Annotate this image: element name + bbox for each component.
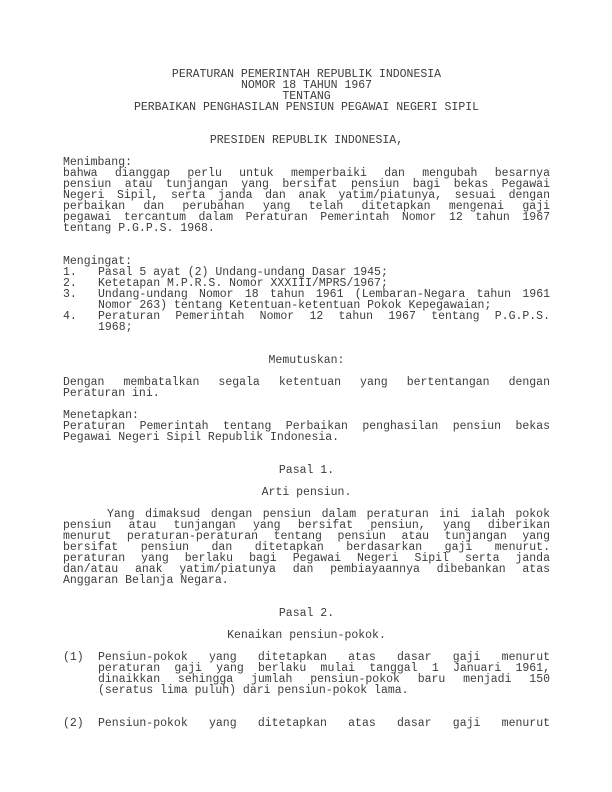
item-number: (1) — [63, 651, 84, 664]
memutuskan-heading: Memutuskan: — [268, 354, 345, 367]
mengingat-item-3 — [63, 289, 550, 311]
item-text: Pensiun-pokok yang ditetapkan atas dasar gaji menurut — [98, 717, 550, 730]
pasal-2-item-1 — [63, 652, 550, 696]
menetapkan-paragraph: Peraturan Pemerintah tentang Perbaikan penghasilan pensiun bekas Pegawai Negeri Sipil Republik Indonesia. — [63, 420, 550, 444]
mengingat-section — [63, 256, 550, 333]
pasal-2-heading: Pasal 2. — [278, 607, 335, 620]
item-number: 4. — [63, 310, 77, 323]
item-text: Pensiun-pokok yang ditetapkan atas dasar gaji menurut peraturan gaji yang berlaku mulai tanggal 1 Januari 1961, dinaikkan sehingga jumlah pensiun-pokok baru menjadi 150 (seratus lima puluh) dari pensiun-pokok lama. — [98, 651, 550, 697]
menimbang-paragraph: bahwa dianggap perlu untuk memperbaiki dan mengubah besarnya pensiun atau tunjangan yang bersifat pensiun bagi bekas Pegawai Negeri Sipil, serta janda dan anak yatim/piatunya, sesuai dengan perbaikan dan perubahan yang telah ditetapkan mengenai gaji pegawai tercantum dalam Peraturan Pemerintah Nomor 12 tahun 1967 tentang P.G.P.S. 1968. — [63, 167, 550, 235]
mengingat-item-4 — [63, 311, 550, 333]
item-number: (2) — [63, 717, 84, 730]
pasal-1-heading: Pasal 1. — [278, 464, 335, 477]
pasal-1-subheading: Arti pensiun. — [261, 486, 352, 499]
revocation-paragraph: Dengan membatalkan segala ketentuan yang bertentangan dengan Peraturan ini. — [63, 376, 550, 400]
menimbang-label: Menimbang: — [63, 156, 133, 169]
mengingat-label: Mengingat: — [63, 255, 133, 268]
pasal-2-item-2 — [63, 718, 550, 729]
menetapkan-label: Menetapkan: — [63, 409, 139, 422]
item-text: Ketetapan M.P.R.S. Nomor XXXIII/MPRS/1967; — [98, 277, 388, 290]
item-number: 3. — [63, 288, 77, 301]
issuer-line: PRESIDEN REPUBLIK INDONESIA, — [209, 134, 404, 147]
item-number: 2. — [63, 277, 77, 290]
document-title: PERATURAN PEMERINTAH REPUBLIK INDONESIA NOMOR 18 TAHUN 1967 TENTANG PERBAIKAN PENGHASILAN PENSIUN PEGAWAI NEGERI SIPIL — [133, 68, 480, 114]
item-text: Pasal 5 ayat (2) Undang-undang Dasar 1945; — [98, 266, 388, 279]
mengingat-list — [63, 267, 550, 333]
item-number: 1. — [63, 266, 77, 279]
item-text: Undang-undang Nomor 18 tahun 1961 (Lembaran-Negara tahun 1961 Nomor 263) tentang Ketentuan-ketentuan Pokok Kepegawaian; — [98, 288, 550, 312]
menetapkan-section — [63, 410, 550, 443]
pasal-1-paragraph: Yang dimaksud dengan pensiun dalam peraturan ini ialah pokok pensiun atau tunjangan yang bersifat pensiun, yang diberikan menurut peraturan-peraturan tentang pensiun atau tunjangan yang bersifat pensiun dan ditetapkan berdasarkan gaji menurut. peraturan yang berlaku bagi Pegawai Negeri Sipil serta janda dan/atau anak yatim/piatunya dan pembiayaannya dibebankan atas Anggaran Belanja Negara. — [63, 508, 550, 587]
menimbang-section — [63, 157, 550, 234]
item-text: Peraturan Pemerintah Nomor 12 tahun 1967 tentang P.G.P.S. 1968; — [98, 310, 550, 334]
pasal-2-subheading: Kenaikan pensiun-pokok. — [227, 629, 386, 642]
